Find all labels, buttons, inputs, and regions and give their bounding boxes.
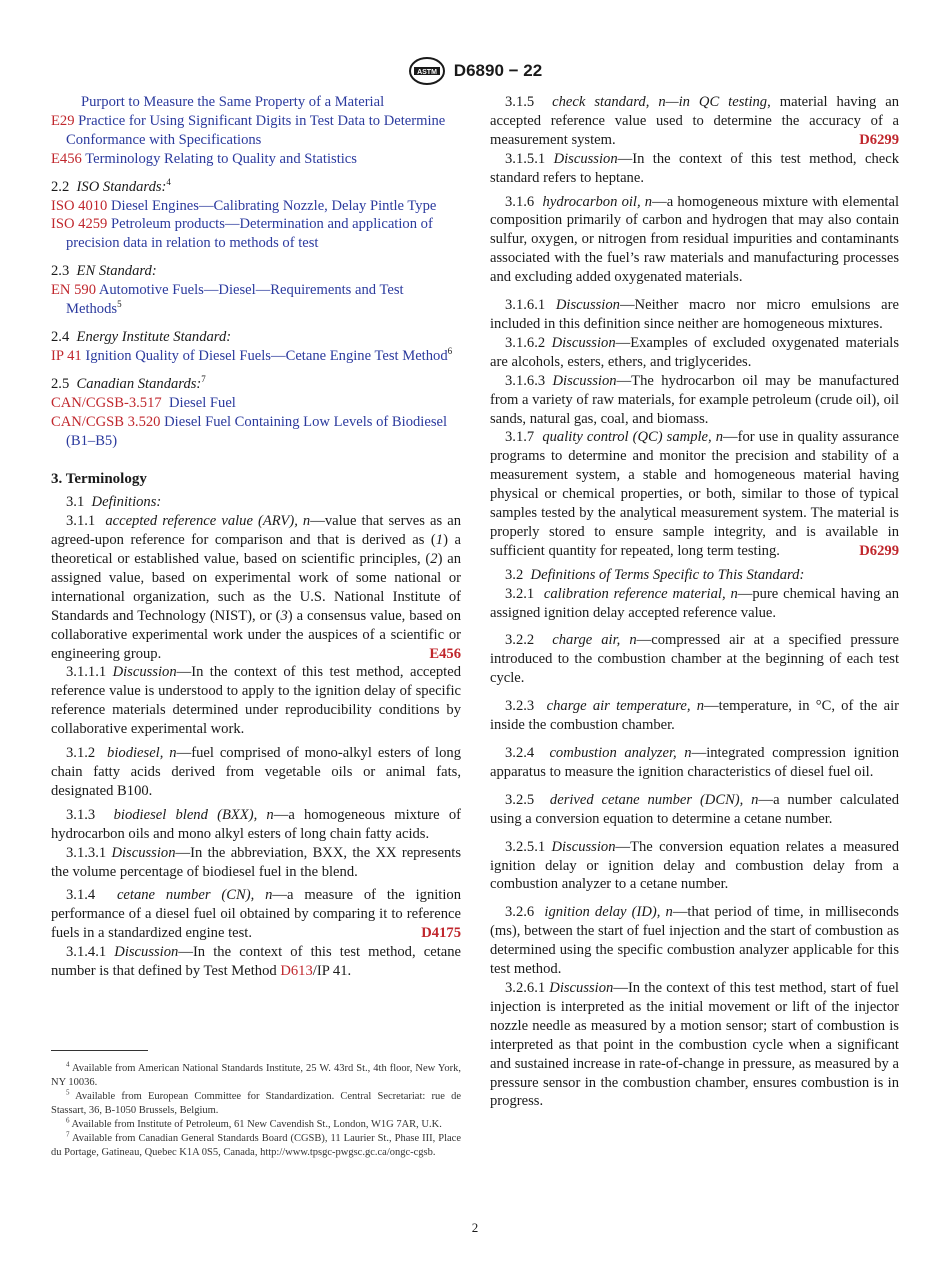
discussion-3-1-3-1: 3.1.3.1 Discussion—In the abbreviation, BXX, the XX represents the volume percentage of biodiesel fuel in the blend. <box>51 844 461 880</box>
definition-3-2-6: 3.2.6 ignition delay (ID), n—that period of time, in milliseconds (ms), between the start of fuel injection and the start of combustion as determined using the specific combustion analyzer applicable for this test method. <box>490 904 899 978</box>
definition-3-1-4: 3.1.4 cetane number (CN), n—a measure of the ignition performance of a diesel fuel oil obtained by comparing it to reference fuels in a standardized engine test. D4175 <box>51 887 462 942</box>
reference-e456 <box>51 150 461 169</box>
section-2-2-heading: 2.2 ISO Standards:$^4$ <box>51 176 171 195</box>
reference-iso4259 <box>51 215 461 253</box>
reference-title-link[interactable]: Diesel Engines—Calibrating Nozzle, Delay Pintle Type <box>111 197 437 214</box>
definition-3-2-2: 3.2.2 charge air, n—compressed air at a specified pressure introduced to the combustion chamber at the beginning of each test cycle. <box>490 632 899 687</box>
discussion-3-2-6-1: 3.2.6.1 Discussion—In the context of this test method, start of fuel injection is interpreted as the initial movement or lift of the injector nozzle needle as measured by a motion sensor; start of combustion is interpreted as that point in the combustion cycle when a significant and sustained increase in rate-of-change in pressure, as measured by a pressure sensor in the combustion chamber, ensures combustion is in progress. <box>490 979 899 1110</box>
discussion-3-2-5-1: 3.2.5.1 Discussion—The conversion equation relates a measured ignition delay or ignition delay and combustion delay from a combustion analyzer to a cetane number. <box>490 838 899 893</box>
reference-code-link[interactable]: CAN/CGSB 3.520 <box>51 413 161 430</box>
definition-3-1-5: 3.1.5 check standard, n—in QC testing, material having an accepted reference value used to determine the accuracy of a measurement system. D6299 <box>490 94 899 148</box>
reference-iso4010 <box>51 197 461 216</box>
source-tag-link[interactable]: D4175 <box>421 925 461 942</box>
section-3-2-heading: 3.2 Definitions of Terms Specific to This Standard: <box>505 566 805 583</box>
discussion-3-1-1-1: 3.1.1.1 Discussion—In the context of this test method, accepted reference value is understood to apply to the ignition delay of specific reference materials determined under reproducibility conditions by collaborative experimental work. <box>51 664 461 738</box>
reference-code-link[interactable]: E29 <box>51 112 75 129</box>
footnote-6: $^6$ Available from Institute of Petroleum, 61 New Cavendish St., London, W1G 7AR, U.K. <box>66 1116 442 1130</box>
definition-3-1-7: 3.1.7 quality control (QC) sample, n—for use in quality assurance programs to determine and monitor the precision and stability of a measurement system, a stable and homogeneous material having physical or chemical properties, or both, similar to those of typical samples tested by the analytical measurement system. The material is properly stored to ensure sample integrity, and is available in sufficient quantity for repeated, long term testing. D6299 <box>490 429 899 559</box>
definition-3-2-4: 3.2.4 combustion analyzer, n—integrated compression ignition apparatus to measure the ignition characteristics of diesel fuel oil. <box>490 745 899 780</box>
page-number: 2 <box>471 1220 479 1235</box>
footnote-divider <box>51 1050 148 1051</box>
discussion-3-1-6-1: 3.1.6.1 Discussion—Neither macro nor micro emulsions are included in this definition since neither are homogeneous mixtures. <box>490 297 899 332</box>
discussion-3-1-6-2: 3.1.6.2 Discussion—Examples of excluded oxygenated materials are alcohols, esters, ethers, and triglycerides. <box>490 334 899 370</box>
definition-3-1-2: 3.1.2 biodiesel, n—fuel comprised of mono-alkyl esters of long chain fatty acids derived from vegetable oils or animal fats, designated B100. <box>51 745 461 799</box>
reference-title-link[interactable]: Purport to Measure the Same Property of a Material <box>81 94 385 110</box>
reference-code-link[interactable]: E456 <box>51 150 82 167</box>
definition-3-1-1: 3.1.1 accepted reference value (ARV), n—value that serves as an agreed-upon reference for comparison and that is derived as (1) a theoretical or established value, based on scientific principles, (2) an assigned value, based on experimental work of some national or international organization, such as the U.S. National Institute of Standards and Technology (NIST), or (3) a consensus value, based on collaborative experimental work under the auspices of a scientific or engineering group. E456 <box>51 513 461 662</box>
reference-code-link[interactable]: IP 41 <box>51 347 82 364</box>
discussion-3-1-4-1: 3.1.4.1 Discussion—In the context of this test method, cetane number is that defined by Test Method D613/IP 41. <box>51 944 461 980</box>
section-3-1-heading: 3.1 Definitions: <box>66 494 162 511</box>
astm-logo-icon <box>408 57 446 85</box>
reference-continuation <box>51 93 461 112</box>
document-id: D6890 − 22 <box>453 61 543 80</box>
definition-3-2-3: 3.2.3 charge air temperature, n—temperature, in °C, of the air inside the combustion chamber. <box>490 698 899 734</box>
section-2-4-heading: 2.4 Energy Institute Standard: <box>51 328 232 345</box>
reference-cgsb-3520 <box>51 413 461 451</box>
footnote-5: $^5$ Available from European Committee for Standardization. Central Secretariat: rue de Stassart, 36, B-1050 Brussels, Belgium. <box>51 1088 461 1116</box>
definition-3-1-6: 3.1.6 hydrocarbon oil, n—a homogeneous mixture with elemental composition primarily of carbon and hydrogen that may also contain sulfur, oxygen, or nitrogen from residual impurities and contaminants associated with the fuel’s raw materials and manufacturing processes and excluding added oxygenated materials. <box>490 193 900 286</box>
reference-title-link[interactable]: Practice for Using Significant Digits in Test Data to Determine Conformance with Specifications <box>66 112 446 148</box>
reference-code-link[interactable]: CAN/CGSB-3.517 <box>51 394 162 411</box>
svg-text:ASTM: ASTM <box>416 69 437 76</box>
page-header <box>0 56 950 86</box>
footnote-ref[interactable]: 5 <box>117 299 122 310</box>
reference-title-link[interactable]: Petroleum products—Determination and application of precision data in relation to methods of test <box>66 216 433 252</box>
source-tag-link[interactable]: D6299 <box>859 542 899 559</box>
discussion-3-1-6-3: 3.1.6.3 Discussion—The hydrocarbon oil may be manufactured from a variety of raw materials, for example petroleum (crude oil), oil sands, natural gas, coal, and biomass. <box>490 372 899 427</box>
source-tag-link[interactable]: D6299 <box>859 131 899 148</box>
reference-code-link[interactable]: ISO 4259 <box>51 216 108 233</box>
definition-3-2-1: 3.2.1 calibration reference material, n—pure chemical having an assigned ignition delay accepted reference value. <box>490 585 900 621</box>
reference-title-link[interactable]: Automotive Fuels—Diesel—Requirements and Test Methods <box>66 282 404 318</box>
footnote-ref[interactable]: 7 <box>201 373 206 384</box>
reference-cgsb-3517 <box>51 394 461 413</box>
reference-code-link[interactable]: EN 590 <box>51 282 96 299</box>
right-column <box>490 93 899 1111</box>
footnotes <box>51 1062 461 1160</box>
footnote-4: $^4$ Available from American National Standards Institute, 25 W. 43rd St., 4th floor, New York, NY 10036. <box>51 1060 461 1088</box>
reference-code-link[interactable]: ISO 4010 <box>51 197 108 214</box>
footnote-ref[interactable]: 6 <box>447 346 453 357</box>
section-2-3-heading: 2.3 EN Standard: <box>51 263 157 280</box>
section-2-5-heading: 2.5 Canadian Standards:$^7$ <box>51 373 206 392</box>
footnote-ref[interactable]: 4 <box>166 176 171 187</box>
reference-title-link[interactable]: Ignition Quality of Diesel Fuels—Cetane Engine Test Method <box>85 347 448 364</box>
reference-code-link[interactable]: D613 <box>280 963 313 980</box>
discussion-3-1-5-1: 3.1.5.1 Discussion—In the context of this test method, check standard refers to heptane. <box>490 150 900 186</box>
left-column <box>51 93 461 981</box>
reference-title-link[interactable]: Terminology Relating to Quality and Statistics <box>85 150 357 167</box>
reference-e29 <box>51 112 461 150</box>
reference-title-link[interactable]: Diesel Fuel Containing Low Levels of Biodiesel (B1–B5) <box>66 413 448 449</box>
reference-ip41 <box>51 347 461 366</box>
source-tag-link[interactable]: E456 <box>429 645 461 662</box>
reference-en590 <box>51 281 461 319</box>
reference-title-link[interactable]: Diesel Fuel <box>168 394 236 411</box>
section-3-title: 3. Terminology <box>51 471 147 488</box>
definition-3-2-5: 3.2.5 derived cetane number (DCN), n—a number calculated using a conversion equation to determine a cetane number. <box>490 791 900 827</box>
definition-3-1-3: 3.1.3 biodiesel blend (BXX), n—a homogeneous mixture of hydrocarbon oils and mono alkyl esters of long chain fatty acids. <box>51 806 461 842</box>
footnote-7: $^7$ Available from Canadian General Standards Board (CGSB), 11 Laurier St., Phase III, Place du Portage, Gatineau, Quebec K1A 0S5, Canada, http://www.tpsgc-pwgsc.gc.ca/ongc-cgsb. <box>51 1130 462 1158</box>
